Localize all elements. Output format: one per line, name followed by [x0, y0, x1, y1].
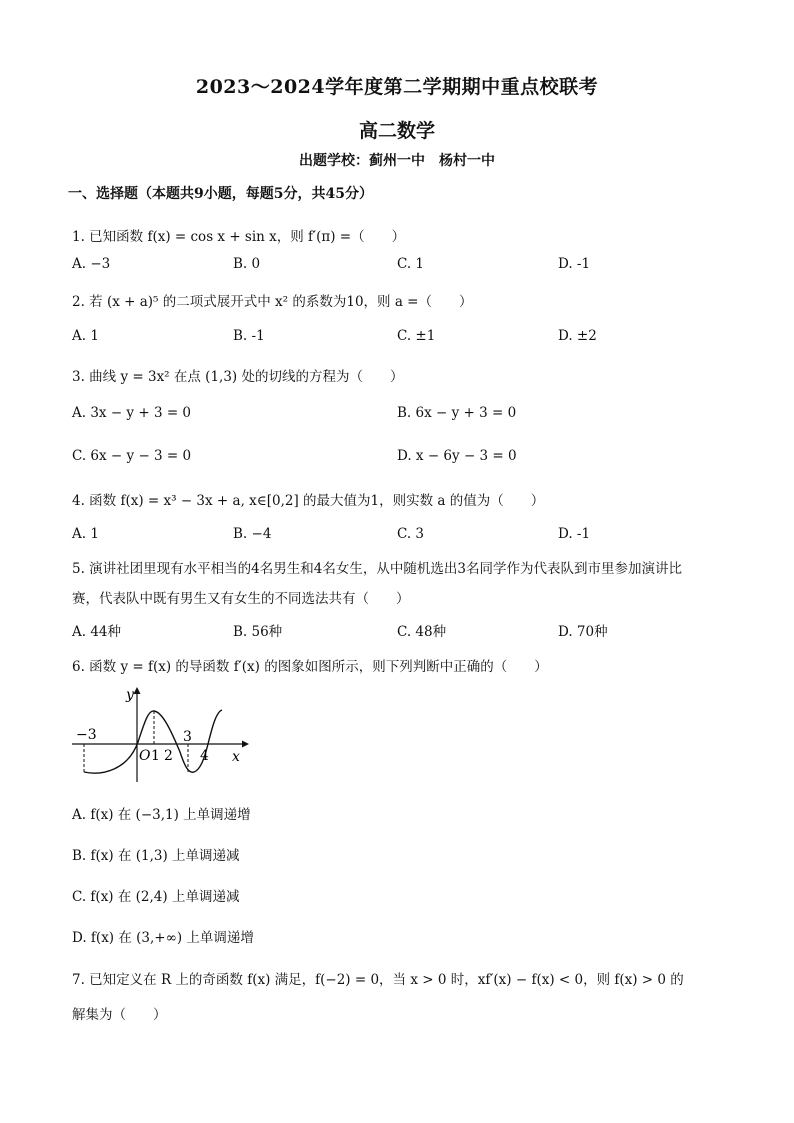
question-4-stem: 4. 函数 f(x) = x³ − 3x + a, x∈[0,2] 的最大值为1，则实数 a 的值为（ ）	[72, 493, 545, 509]
question-2-option-c: C. ±1	[397, 328, 436, 344]
question-4-option-d: D. -1	[558, 526, 591, 542]
question-3-option-d: D. x − 6y − 3 = 0	[397, 448, 517, 464]
tick-label-neg3: −3	[76, 727, 97, 743]
exam-title: 2023～2024学年度第二学期期中重点校联考	[195, 76, 599, 98]
question-2-stem: 2. 若 (x + a)⁵ 的二项式展开式中 x² 的系数为10，则 a =（ ）	[72, 294, 473, 310]
question-6-option-d: D. f(x) 在 (3,+∞) 上单调递增	[72, 930, 254, 946]
question-3-stem: 3. 曲线 y = 3x² 在点 (1,3) 处的切线的方程为（ ）	[72, 369, 404, 385]
question-3-option-a: A. 3x − y + 3 = 0	[72, 405, 192, 421]
x-axis-arrow	[242, 741, 249, 748]
y-axis-arrow	[134, 687, 141, 694]
question-6-option-c: C. f(x) 在 (2,4) 上单调递减	[72, 889, 240, 905]
question-4-option-a: A. 1	[72, 526, 99, 542]
question-2-option-a: A. 1	[72, 328, 99, 344]
question-1-option-c: C. 1	[397, 256, 425, 272]
tick-label-1: 1	[151, 748, 160, 764]
question-3-option-b: B. 6x − y + 3 = 0	[397, 405, 517, 421]
question-7-stem-line2: 解集为（ ）	[72, 1007, 167, 1023]
question-2-option-b: B. -1	[233, 328, 265, 344]
question-4-option-b: B. −4	[233, 526, 272, 542]
question-5-option-b: B. 56种	[233, 624, 283, 640]
question-1-option-b: B. 0	[233, 256, 261, 272]
tick-label-4: 4	[200, 748, 209, 764]
exam-school: 出题学校：蓟州一中 杨村一中	[299, 153, 495, 169]
question-5-option-a: A. 44种	[72, 624, 122, 640]
derivative-graph	[70, 684, 250, 784]
y-axis-label: y	[126, 687, 134, 703]
question-1-stem: 1. 已知函数 f(x) = cos x + sin x，则 f′(π) =（ ）	[72, 229, 406, 245]
question-5-option-c: C. 48种	[397, 624, 447, 640]
question-5-stem-line2: 赛，代表队中既有男生又有女生的不同选法共有（ ）	[72, 591, 410, 607]
x-axis-label: x	[232, 749, 240, 765]
tick-label-3: 3	[183, 729, 192, 745]
question-6-stem: 6. 函数 y = f(x) 的导函数 f′(x) 的图象如图所示，则下列判断中正确的（ ）	[72, 659, 548, 675]
question-4-option-c: C. 3	[397, 526, 425, 542]
section-heading: 一、选择题（本题共9小题，每题5分，共45分）	[68, 186, 373, 202]
question-5-option-d: D. 70种	[558, 624, 608, 640]
question-6-option-a: A. f(x) 在 (−3,1) 上单调递增	[72, 807, 251, 823]
exam-subject: 高二数学	[358, 120, 435, 142]
question-3-option-c: C. 6x − y − 3 = 0	[72, 448, 192, 464]
question-1-option-d: D. -1	[558, 256, 591, 272]
question-1-option-a: A. −3	[72, 256, 111, 272]
question-6-option-b: B. f(x) 在 (1,3) 上单调递减	[72, 848, 240, 864]
origin-label: O	[139, 748, 151, 764]
question-7-stem-line1: 7. 已知定义在 R 上的奇函数 f(x) 满足，f(−2) = 0，当 x > 0 时，xf′(x) − f(x) < 0，则 f(x) > 0 的	[72, 972, 684, 988]
tick-label-2: 2	[164, 748, 173, 764]
question-5-stem-line1: 5. 演讲社团里现有水平相当的4名男生和4名女生，从中随机选出3名同学作为代表队到市里参加演讲比	[72, 561, 682, 577]
question-2-option-d: D. ±2	[558, 328, 597, 344]
